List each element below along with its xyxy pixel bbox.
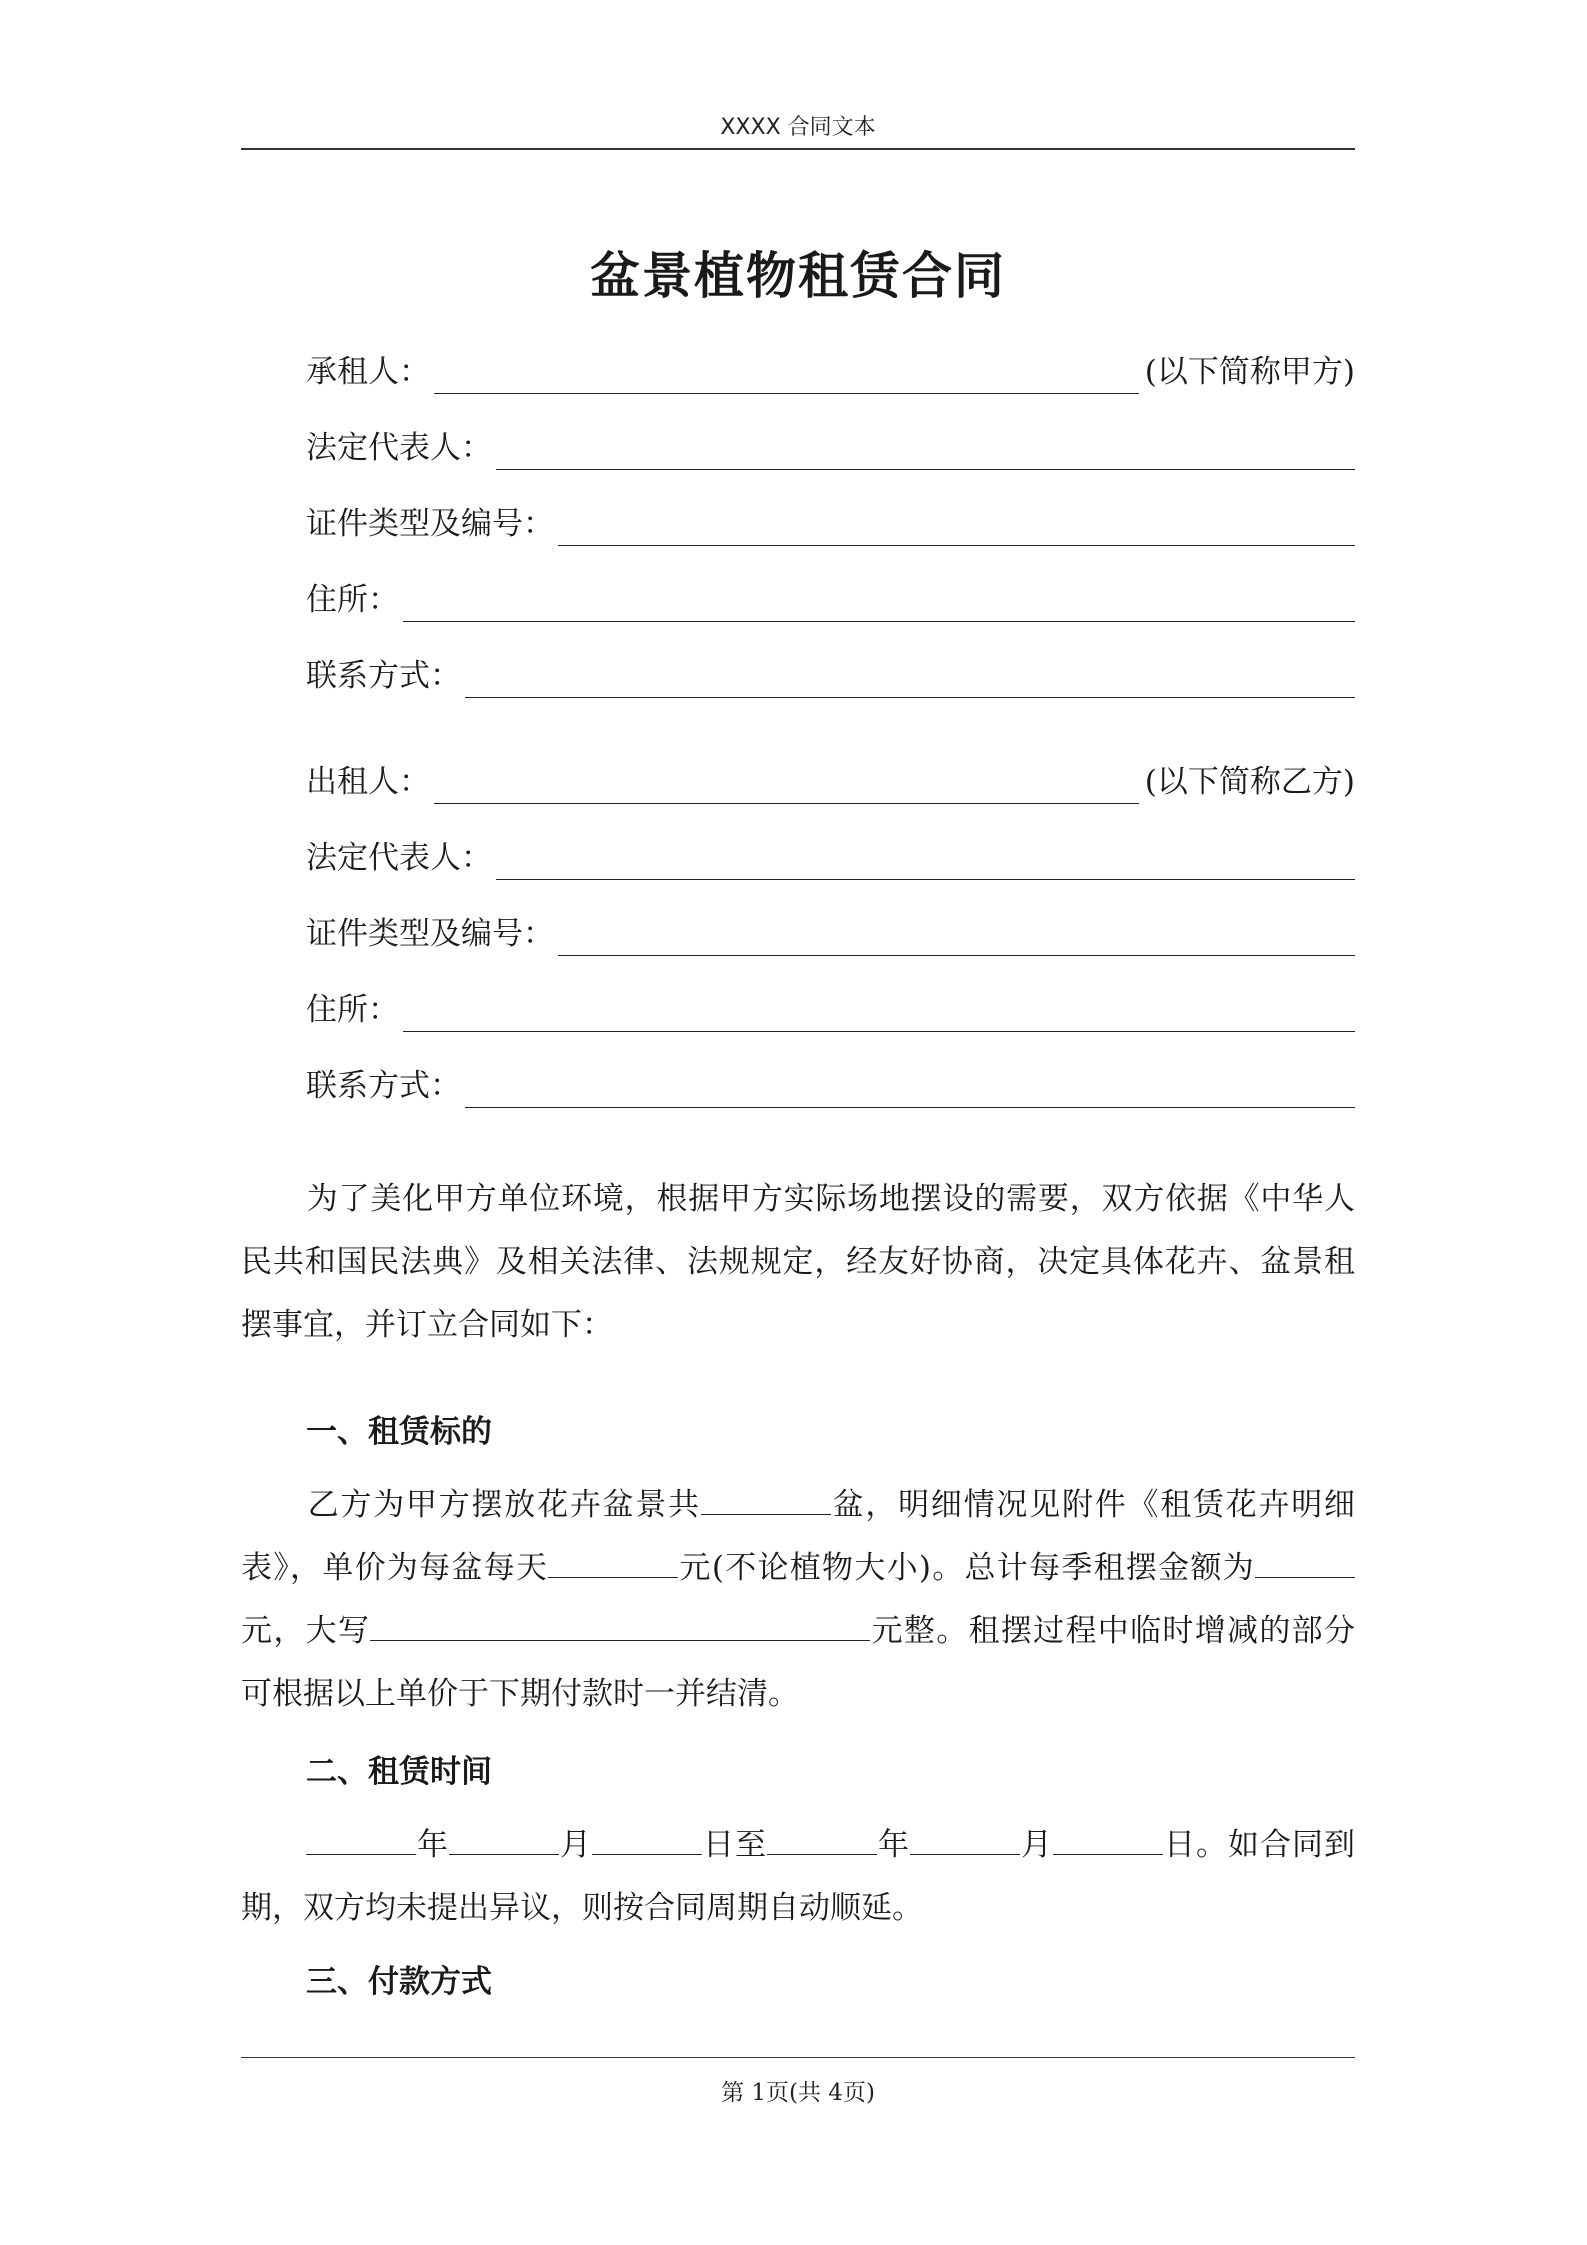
party-a-rep-field <box>306 426 1355 470</box>
party-b-id-field <box>306 912 1355 956</box>
party-b-address-field <box>306 988 1355 1032</box>
start-month-label: 月 <box>559 1827 592 1863</box>
party-b-id-blank[interactable] <box>558 921 1355 956</box>
party-b-rep-blank[interactable] <box>496 845 1355 880</box>
page-header: XXXX 合同文本 <box>720 115 876 140</box>
page-number: 第 1页(共 4页) <box>721 2080 875 2106</box>
end-year-blank[interactable] <box>767 1824 877 1855</box>
section-1-text-4: 元，大写 <box>241 1613 371 1649</box>
party-b-rep-label: 法定代表人： <box>306 840 492 876</box>
start-year-label: 年 <box>416 1827 449 1863</box>
party-a-id-field <box>306 502 1355 546</box>
section-3-heading: 三、付款方式 <box>306 1964 492 2000</box>
party-a-address-label: 住所： <box>306 582 399 618</box>
end-day-blank[interactable] <box>1053 1824 1163 1855</box>
lessor-field <box>306 760 1355 804</box>
section-2-paragraph <box>241 1814 1355 1940</box>
party-a-contact-field <box>306 654 1355 698</box>
section-1-heading: 一、租赁标的 <box>306 1414 492 1450</box>
party-a-id-blank[interactable] <box>558 511 1355 546</box>
section-2-text: 日。如合同到期，双方均未提出异议，则按合同周期自动顺延。 <box>241 1827 1355 1926</box>
section-1-text-1: 乙方为甲方摆放花卉盆景共 <box>306 1487 701 1523</box>
header-rule <box>241 148 1355 150</box>
start-day-label: 日至 <box>702 1827 767 1863</box>
party-a-rep-blank[interactable] <box>496 435 1355 470</box>
end-month-label: 月 <box>1020 1827 1053 1863</box>
footer-rule <box>241 2057 1355 2058</box>
intro-text: 为了美化甲方单位环境，根据甲方实际场地摆设的需要，双方依据《中华人民共和国民法典》及相关法律、法规规定，经友好协商，决定具体花卉、盆景租摆事宜，并订立合同如下： <box>241 1181 1355 1343</box>
section-2-heading: 二、租赁时间 <box>306 1754 492 1790</box>
section-1-text-5: 元整。租摆过程中临时增减的部分可根据以上单价于下期付款时一并结清。 <box>241 1613 1356 1712</box>
party-b-address-label: 住所： <box>306 992 399 1028</box>
end-year-label: 年 <box>877 1827 910 1863</box>
lessee-field <box>306 350 1355 394</box>
start-day-blank[interactable] <box>592 1824 702 1855</box>
party-b-contact-blank[interactable] <box>465 1073 1355 1108</box>
lessee-label: 承租人： <box>306 354 430 390</box>
lessee-suffix: (以下简称甲方) <box>1144 354 1355 390</box>
party-a-address-blank[interactable] <box>403 587 1355 622</box>
plant-count-blank[interactable] <box>701 1484 831 1515</box>
party-b-contact-label: 联系方式： <box>306 1068 461 1104</box>
lessor-label: 出租人： <box>306 764 430 800</box>
party-a-address-field <box>306 578 1355 622</box>
end-month-blank[interactable] <box>910 1824 1020 1855</box>
party-a-contact-label: 联系方式： <box>306 658 461 694</box>
lessee-blank[interactable] <box>434 359 1139 394</box>
section-1-text-3: 元(不论植物大小)。总计每季租摆金额为 <box>678 1550 1256 1586</box>
party-a-rep-label: 法定代表人： <box>306 430 492 466</box>
party-b-id-label: 证件类型及编号： <box>306 916 554 952</box>
document-title: 盆景植物租赁合同 <box>590 246 1006 305</box>
party-a-contact-blank[interactable] <box>465 663 1355 698</box>
start-month-blank[interactable] <box>449 1824 559 1855</box>
lessor-blank[interactable] <box>434 769 1139 804</box>
start-year-blank[interactable] <box>306 1824 416 1855</box>
party-b-rep-field <box>306 836 1355 880</box>
season-total-blank[interactable] <box>1255 1547 1355 1578</box>
amount-in-words-blank[interactable] <box>370 1610 870 1641</box>
unit-price-blank[interactable] <box>548 1547 678 1578</box>
section-1-paragraph <box>241 1474 1355 1726</box>
section-1-text-2: 盆，明细情况见附件《租赁花卉明细表》，单价为每盆每天 <box>241 1487 1356 1586</box>
intro-paragraph <box>241 1168 1355 1357</box>
party-b-contact-field <box>306 1064 1355 1108</box>
lessor-suffix: (以下简称乙方) <box>1144 764 1355 800</box>
party-b-address-blank[interactable] <box>403 997 1355 1032</box>
party-a-id-label: 证件类型及编号： <box>306 506 554 542</box>
